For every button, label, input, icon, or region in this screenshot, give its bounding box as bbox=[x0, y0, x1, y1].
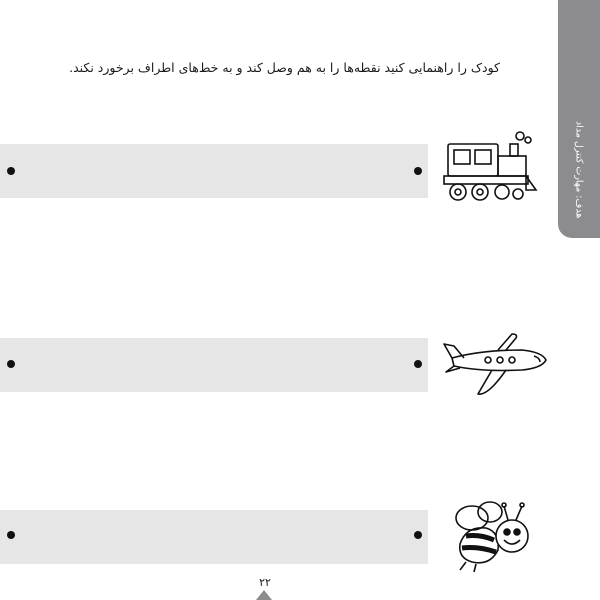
start-dot-3[interactable] bbox=[7, 531, 15, 539]
bee-icon bbox=[446, 496, 536, 576]
tracing-track-3 bbox=[0, 510, 428, 564]
page-number: ۲۲ bbox=[259, 576, 271, 589]
side-tab-label: هدف: مهارت کنترل مداد bbox=[573, 120, 585, 218]
airplane-icon bbox=[442, 328, 548, 400]
end-dot-3[interactable] bbox=[414, 531, 422, 539]
tracing-track-2 bbox=[0, 338, 428, 392]
tracing-track-1 bbox=[0, 144, 428, 198]
end-dot-2[interactable] bbox=[414, 360, 422, 368]
page-marker-triangle bbox=[256, 590, 272, 600]
side-tab bbox=[558, 0, 600, 238]
start-dot-1[interactable] bbox=[7, 167, 15, 175]
start-dot-2[interactable] bbox=[7, 360, 15, 368]
train-icon bbox=[440, 128, 540, 206]
instruction-text: کودک را راهنمایی کنید نقطه‌ها را به هم وصل کند و به خط‌های اطراف برخورد نکند. bbox=[69, 60, 500, 75]
end-dot-1[interactable] bbox=[414, 167, 422, 175]
